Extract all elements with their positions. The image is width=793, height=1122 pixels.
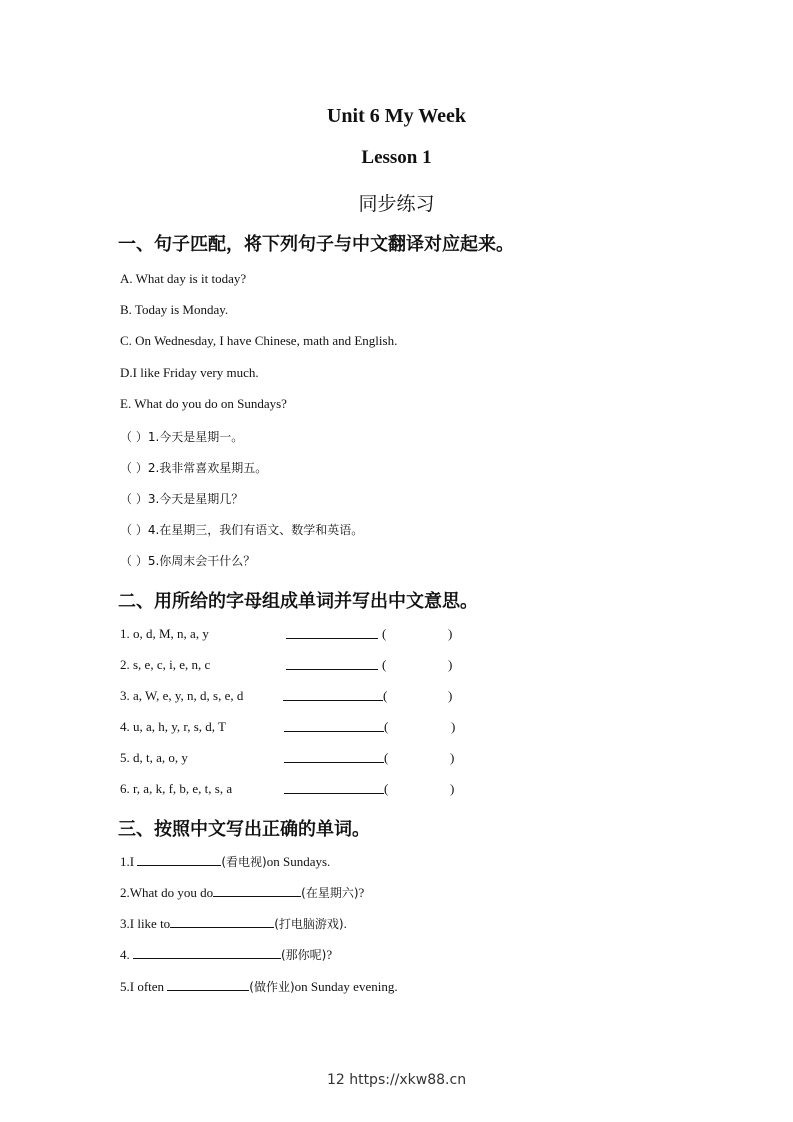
answer-blank[interactable] xyxy=(286,626,378,644)
translation-1: （ ）1.今天是星期一。 xyxy=(120,430,244,444)
close-paren: ) xyxy=(451,719,456,734)
sentence-b: B. Today is Monday. xyxy=(120,302,229,317)
scramble-letters: 2. s, e, c, i, e, n, c xyxy=(120,657,211,672)
scramble-letters: 1. o, d, M, n, a, y xyxy=(120,626,209,641)
fill-suffix: ? xyxy=(326,947,333,962)
section-3-heading: 三、按照中文写出正确的单词。 xyxy=(118,819,370,840)
open-paren: ( xyxy=(384,781,389,796)
translation-4: （ ）4.在星期三，我们有语文、数学和英语。 xyxy=(120,523,364,537)
answer-blank[interactable] xyxy=(284,781,384,799)
section-1-heading: 一、句子匹配，将下列句子与中文翻译对应起来。 xyxy=(118,234,514,255)
fill-prefix: 4. xyxy=(120,947,133,962)
page-title: Unit 6 My Week xyxy=(326,105,467,127)
fill-item-3 xyxy=(120,915,347,932)
answer-blank[interactable] xyxy=(283,688,383,706)
fill-suffix: . xyxy=(343,916,347,931)
close-paren: ) xyxy=(448,688,453,703)
chinese-hint: (打电脑游戏) xyxy=(274,917,344,931)
close-paren: ) xyxy=(450,781,455,796)
answer-blank[interactable] xyxy=(286,657,378,675)
fill-prefix: 3.I like to xyxy=(120,916,171,931)
fill-item-5 xyxy=(120,978,398,995)
answer-blank[interactable] xyxy=(284,750,384,768)
answer-blank[interactable] xyxy=(170,915,274,928)
lesson-title: Lesson 1 xyxy=(361,147,432,168)
sentence-e: E. What do you do on Sundays? xyxy=(120,396,287,411)
close-paren: ) xyxy=(450,750,455,765)
open-paren: ( xyxy=(384,750,389,765)
translation-2: （ ）2.我非常喜欢星期五。 xyxy=(120,461,268,475)
open-paren: ( xyxy=(384,719,389,734)
fill-suffix: on Sundays. xyxy=(266,854,331,869)
fill-item-4 xyxy=(120,946,332,963)
fill-suffix: on Sunday evening. xyxy=(294,979,398,994)
answer-blank[interactable] xyxy=(284,719,384,737)
answer-blank[interactable] xyxy=(167,978,249,991)
sentence-a: A. What day is it today? xyxy=(120,271,247,286)
fill-item-1 xyxy=(120,853,330,870)
chinese-hint: (那你呢) xyxy=(281,948,327,962)
fill-item-2 xyxy=(120,884,364,901)
close-paren: ) xyxy=(448,657,453,672)
open-paren: ( xyxy=(382,657,387,672)
sentence-c: C. On Wednesday, I have Chinese, math and English. xyxy=(120,333,398,348)
chinese-hint: (看电视) xyxy=(221,855,267,869)
translation-3: （ ）3.今天是星期几？ xyxy=(120,492,244,506)
answer-blank[interactable] xyxy=(137,853,221,866)
translation-5: （ ）5.你周末会干什么？ xyxy=(120,554,256,568)
page-subtitle: 同步练习 xyxy=(358,193,435,215)
chinese-hint: (在星期六) xyxy=(301,886,359,900)
section-2-heading: 二、用所给的字母组成单词并写出中文意思。 xyxy=(118,591,478,612)
fill-prefix: 1.I xyxy=(120,854,138,869)
chinese-hint: (做作业) xyxy=(249,980,295,994)
fill-suffix: ? xyxy=(358,885,365,900)
page-footer: 12 https://xkw88.cn xyxy=(326,1072,467,1088)
open-paren: ( xyxy=(383,688,388,703)
scramble-letters: 5. d, t, a, o, y xyxy=(120,750,188,765)
close-paren: ) xyxy=(448,626,453,641)
fill-prefix: 5.I often xyxy=(120,979,168,994)
scramble-letters: 6. r, a, k, f, b, e, t, s, a xyxy=(120,781,233,796)
scramble-letters: 3. a, W, e, y, n, d, s, e, d xyxy=(120,688,244,703)
scramble-letters: 4. u, a, h, y, r, s, d, T xyxy=(120,719,226,734)
sentence-d: D.I like Friday very much. xyxy=(120,365,259,380)
answer-blank[interactable] xyxy=(213,884,301,897)
open-paren: ( xyxy=(382,626,387,641)
answer-blank[interactable] xyxy=(133,946,281,959)
fill-prefix: 2.What do you do xyxy=(120,885,214,900)
